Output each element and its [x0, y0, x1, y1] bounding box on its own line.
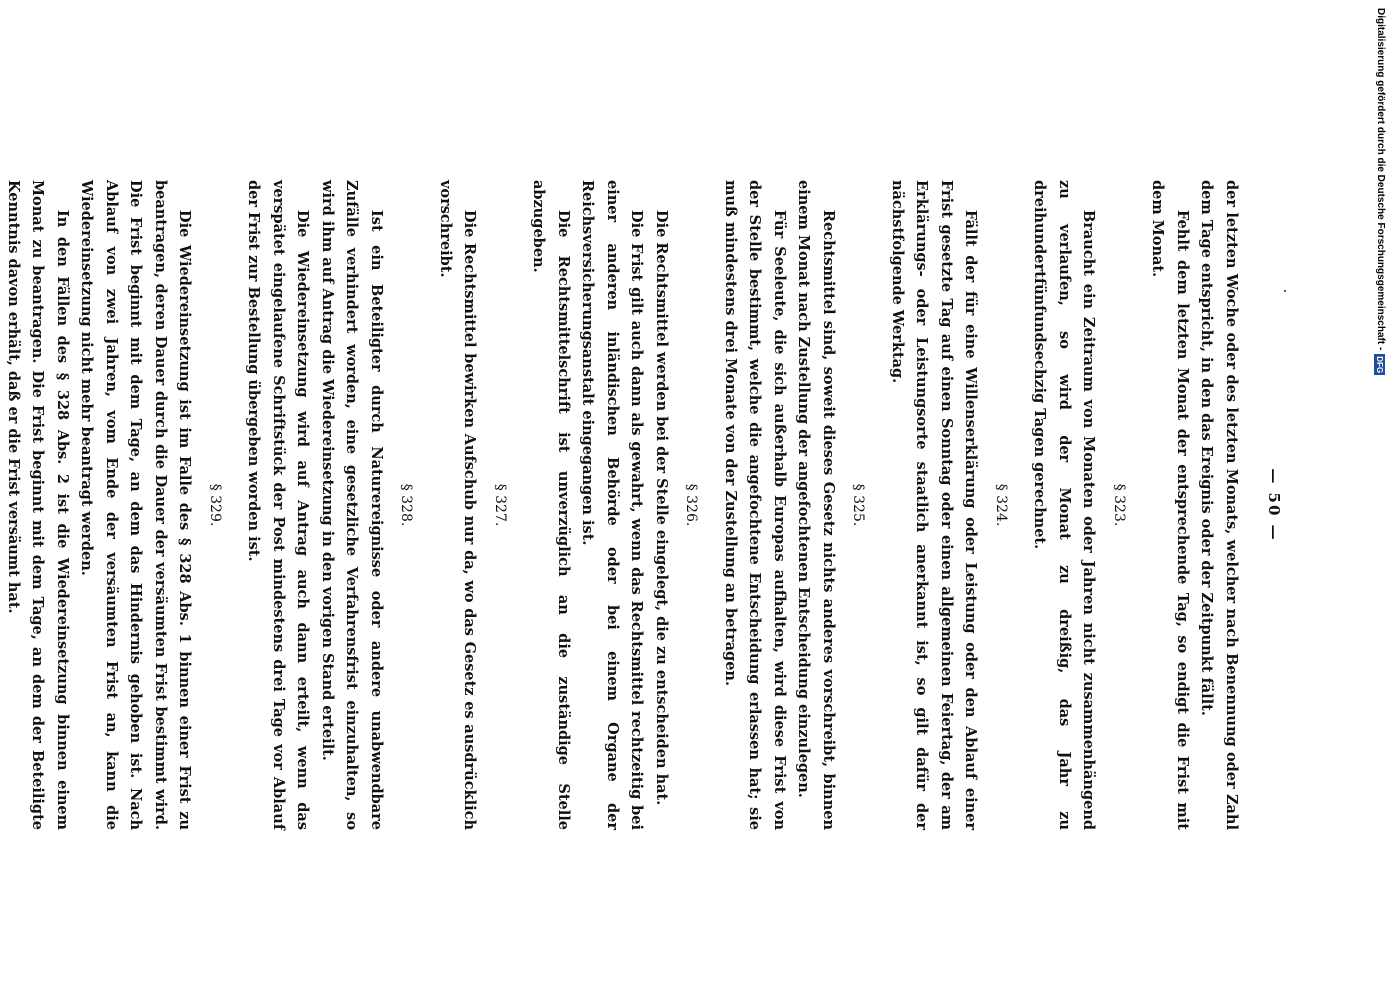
paragraph: Die Frist gilt auch dann als gewahrt, wenn das Rechtsmittel rechtzeitig bei einer anderen inländischen Behörde oder bei einem Organe der Reichsversicherungsanstalt eingegangen ist. [579, 180, 646, 830]
section-heading: § 325. [850, 483, 867, 527]
section-gap [233, 180, 241, 830]
paragraph: Die Rechtsmittel bewirken Aufschub nur da, wo das Gesetz es ausdrücklich vorschreibt. [437, 180, 479, 830]
paragraph: Braucht ein Zeitraum von Monaten oder Jahren nicht zusammenhängend zu verlaufen, so wird der Monat zu dreißig, das Jahr zu dreihundertfünfundsechzig Tagen gerechnet. [1031, 180, 1098, 830]
section-heading: § 327. [492, 483, 508, 527]
paragraph: Die Wiedereinsetzung ist im Falle des § 328 Abs. 1 binnen einer Frist zu beantragen, deren Dauer durch die Dauer der versäumten Frist bestimmt wird. Die Frist beginnt mit dem Tage, an dem das Hindernis gehoben ist. Nach Ablauf von zwei Jahren, vom Ende der versäumten Frist an, kann die Wiedereinsetzung nicht mehr beantragt werden. [78, 180, 194, 830]
paragraph: Fällt der für eine Willenserklärung oder Leistung oder den Ablauf einer Frist gesetzte Tag auf einen Sonntag oder einen allgemeinen Feiertag, der am Erklärungs- oder Leistungsorte staatlich anerkannt ist, so gilt dafür der nächstfolgende Werktag. [889, 180, 980, 830]
page-header: — 50 — [1265, 468, 1283, 542]
scan-speck [1284, 290, 1286, 292]
section-heading: § 324. [993, 483, 1009, 527]
paragraph: Ist ein Beteiligter durch Naturereignisse oder andere unabwendbare Zufälle verhindert worden, eine gesetzliche Verfahrensfrist einzuhalten, so wird ihm auf Antrag die Wiedereinsetzung in den vorigen Stand erteilt. [319, 180, 385, 830]
dfg-credit [1374, 8, 1386, 388]
section-heading: § 323. [1111, 483, 1127, 527]
section-gap [1137, 180, 1145, 830]
section-gap [1019, 180, 1027, 830]
paragraph: Für Seeleute, die sich außerhalb Europas aufhalten, wird diese Frist von der Stelle bestimmt, welche die angefochtene Entscheidung erlassen hat; sie muß mindestens drei Monate von der Zustellung an betragen. [722, 180, 788, 830]
section-heading: § 328. [398, 483, 415, 527]
section-gap [518, 180, 526, 830]
section-gap [710, 180, 718, 830]
paragraph: Die Wiedereinsetzung wird auf Antrag auch dann erteilt, wenn das verspätet eingelaufene Schriftstück der Post mindestens drei Tage vor Ablauf der Frist zur Bestellung übergeben worden ist. [245, 180, 312, 830]
section-gap [425, 180, 433, 830]
paragraph: Fehlt dem letzten Monat der entsprechende Tag, so endigt die Frist mit dem Monat. [1149, 180, 1191, 830]
paragraph: Rechtsmittel sind, soweit dieses Gesetz nichts anderes vorschreibt, binnen einem Monat nach Zustellung der angefochtenen Entscheidung einzulegen. [795, 180, 837, 830]
text-column [1, 180, 1244, 830]
paragraph: Die Rechtsmittelschrift ist unverzüglich an die zuständige Stelle abzugeben. [530, 180, 572, 830]
paragraph: der letzten Woche oder des letzten Monats, welcher nach Benennung oder Zahl dem Tage entspricht, in den das Ereignis oder der Zeitpunkt fällt. [1198, 180, 1240, 830]
section-heading: § 326. [683, 483, 700, 527]
section-heading: § 329. [207, 483, 223, 527]
dfg-credit-text: Digitalisierung gefördert durch die Deutsche Forschungsgemeinschaft - [1375, 8, 1386, 351]
dfg-logo: DFG [1375, 356, 1385, 374]
paragraph: Die Rechtsmittel werden bei der Stelle eingelegt, die zu entscheiden hat. [653, 210, 670, 806]
section-gap [877, 180, 885, 830]
paragraph: In den Fällen des § 328 Abs. 2 ist die Wiedereinsetzung binnen einem Monat zu beantragen. Die Frist beginnt mit dem Tage, an dem der Beteiligte Kenntnis davon erhält, daß er die Frist versäumt hat. [5, 180, 71, 830]
